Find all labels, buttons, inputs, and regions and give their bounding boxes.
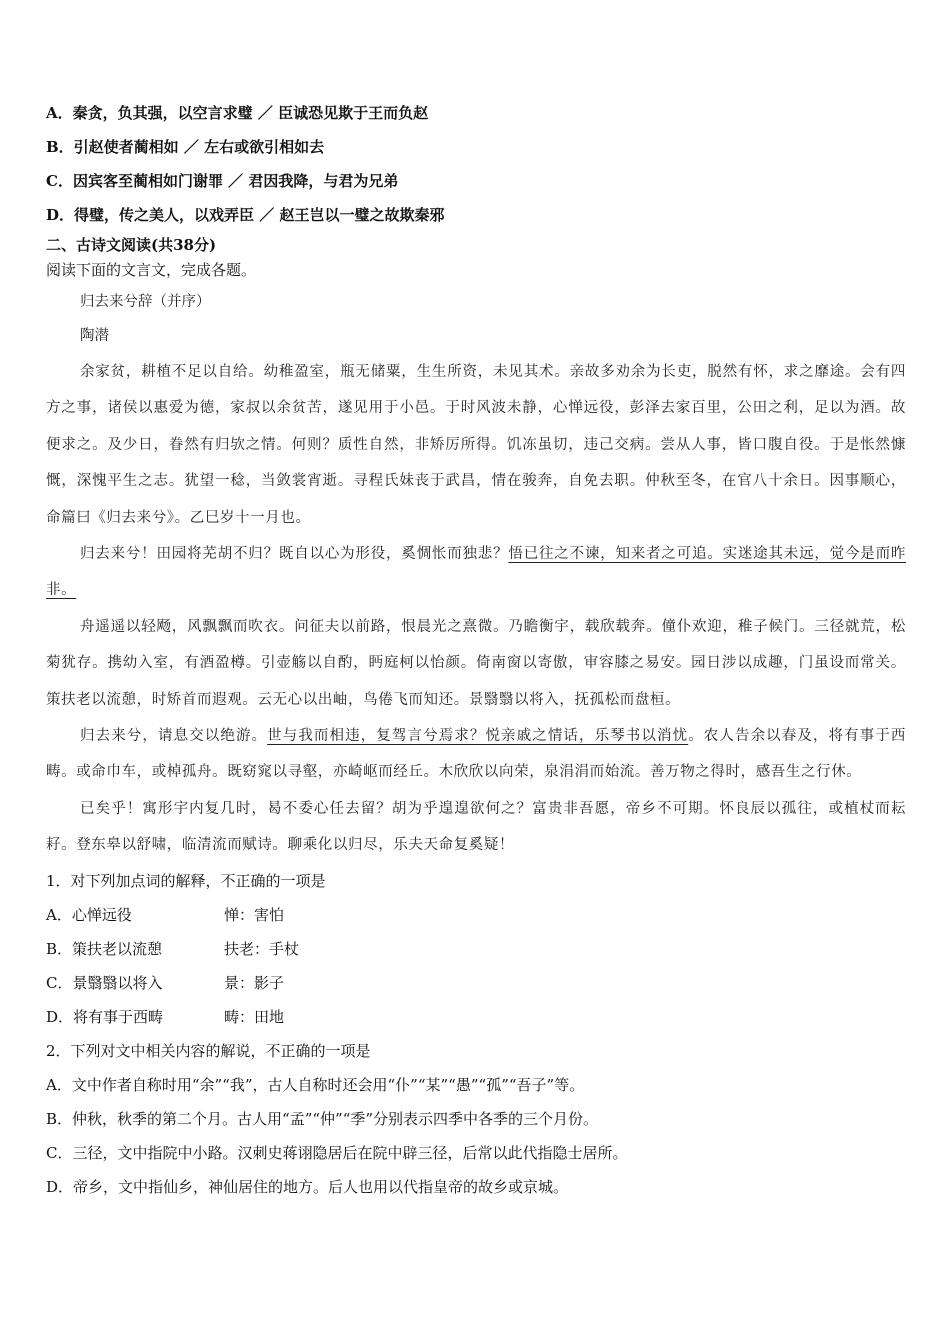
question-2-option-d: D．帝乡，文中指仙乡，神仙居住的地方。后人也用以代指皇帝的故乡或京城。 — [46, 1177, 569, 1196]
paragraph-2 — [46, 536, 906, 609]
option-d: D．得璧，传之美人，以戏弄臣 ／ 赵王岂以一璧之故欺秦邪 — [46, 206, 445, 224]
section-instruction: 阅读下面的文言文，完成各题。 — [46, 261, 257, 279]
poem-author: 陶潜 — [80, 328, 109, 344]
option-a: A．秦贪，负其强，以空言求璧 ／ 臣诚恐见欺于王而负赵 — [46, 104, 429, 122]
option-gloss: 畴：田地 — [224, 1007, 285, 1026]
question-1-option-a — [46, 898, 906, 932]
option-text: A．心惮远役 — [46, 905, 132, 924]
option-text: D．将有事于西畴 — [46, 1007, 164, 1026]
poem-title: 归去来兮辞（并序） — [80, 294, 211, 310]
question-1-option-c — [46, 966, 906, 1000]
option-b: B．引赵使者蔺相如 ／ 左右或欲引相如去 — [46, 138, 325, 156]
option-text: B．策扶老以流憩 — [46, 939, 163, 958]
option-gloss: 景：影子 — [224, 973, 285, 992]
question-2-option-c: C．三径，文中指院中小路。汉刺史蒋诩隐居后在院中辟三径，后常以此代指隐士居所。 — [46, 1143, 628, 1162]
question-1-stem: 1．对下列加点词的解释，不正确的一项是 — [46, 871, 326, 890]
option-gloss: 扶老：手杖 — [224, 939, 300, 958]
document-page — [46, 96, 906, 1204]
previous-question-options — [46, 96, 906, 232]
underlined-sentence-1: 悟已往之不谏，知来者之可追。实迷途其未远，觉今是而昨非。 — [46, 546, 906, 599]
paragraph-4-text-a: 归去来兮，请息交以绝游。 — [80, 728, 268, 745]
paragraph-4-text-b: 。农人告余以春及，将有事于西畴。或命巾车，或棹孤舟。既窈窕以寻壑，亦崎岖而经丘。木欣欣以向荣，泉涓涓而始流。善万物之得时，感吾生之行休。 — [46, 728, 907, 781]
option-gloss: 惮：害怕 — [224, 905, 285, 924]
paragraph-5: 已矣乎！寓形宇内复几时，曷不委心任去留？胡为乎遑遑欲何之？富贵非吾愿，帝乡不可期。怀良辰以孤往，或植杖而耘耔。登东皋以舒啸，临清流而赋诗。聊乘化以归尽，乐夫天命复奚疑！ — [46, 800, 906, 854]
question-1-option-b — [46, 932, 906, 966]
option-c: C．因宾客至蔺相如门谢罪 ／ 君因我降，与君为兄弟 — [46, 172, 399, 190]
paragraph-4 — [46, 718, 906, 791]
question-2-option-b: B．仲秋，秋季的第二个月。古人用“孟”“仲”“季”分别表示四季中各季的三个月份。 — [46, 1109, 599, 1128]
option-text: C．景翳翳以将入 — [46, 973, 163, 992]
question-2-stem: 2．下列对文中相关内容的解说，不正确的一项是 — [46, 1041, 371, 1060]
section-title: 二、古诗文阅读(共38分) — [46, 236, 217, 254]
paragraph-2-text: 归去来兮！田园将芜胡不归？既自以心为形役，奚惆怅而独悲？ — [80, 546, 509, 563]
question-2-option-a: A．文中作者自称时用“余”“我”，古人自称时还会用“仆”“某”“愚”“孤”“吾子”等。 — [46, 1075, 585, 1094]
question-1-option-d — [46, 1000, 906, 1034]
preface-paragraph: 余家贫，耕植不足以自给。幼稚盈室，瓶无储粟，生生所资，未见其术。亲故多劝余为长吏，脱然有怀，求之靡途。会有四方之事，诸侯以惠爱为德，家叔以余贫苦，遂见用于小邑。于时风波未静，心惮远役，彭泽去家百里，公田之利，足以为酒。故便求之。及少日，眷然有归欤之情。何则？质性自然，非矫厉所得。饥冻虽切，违己交病。尝从人事，皆口腹自役。于是怅然慷慨，深愧平生之志。犹望一稔，当敛裳宵逝。寻程氏妹丧于武昌，情在骏奔，自免去职。仲秋至冬，在官八十余日。因事顺心，命篇曰《归去来兮》。乙巳岁十一月也。 — [46, 364, 906, 526]
underlined-sentence-2: 世与我而相违，复驾言兮焉求？悦亲戚之情话，乐琴书以消忧 — [267, 728, 689, 745]
paragraph-3: 舟遥遥以轻飏，风飘飘而吹衣。问征夫以前路，恨晨光之熹微。乃瞻衡宇，载欣载奔。僮仆欢迎，稚子候门。三径就荒，松菊犹存。携幼入室，有酒盈樽。引壶觞以自酌，眄庭柯以怡颜。倚南窗以寄傲，审容膝之易安。园日涉以成趣，门虽设而常关。策扶老以流憩，时矫首而遐观。云无心以出岫，鸟倦飞而知还。景翳翳以将入，抚孤松而盘桓。 — [46, 618, 906, 708]
